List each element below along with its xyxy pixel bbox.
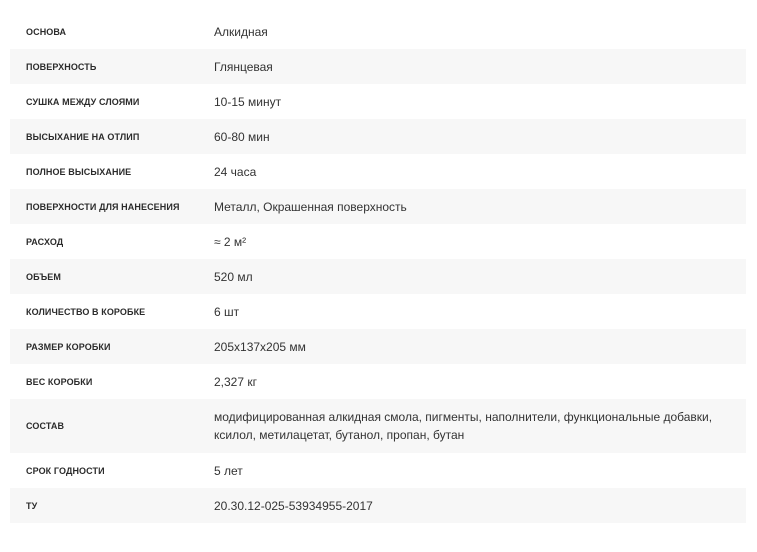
spec-label: СУШКА МЕЖДУ СЛОЯМИ bbox=[26, 96, 140, 107]
spec-row-base bbox=[10, 14, 746, 49]
spec-row-tack-free bbox=[10, 119, 746, 154]
spec-row-tu bbox=[10, 488, 746, 523]
spec-value: модифицированная алкидная смола, пигменты, наполнители, функциональные добавки, ксилол, метилацетат, бутанол, пропан, бутан bbox=[214, 410, 713, 442]
spec-label: РАСХОД bbox=[26, 236, 64, 247]
spec-value: ≈ 2 м² bbox=[214, 234, 247, 249]
spec-value: 24 часа bbox=[214, 164, 257, 179]
spec-label: ПОВЕРХНОСТЬ bbox=[26, 61, 97, 72]
spec-row-box-weight bbox=[10, 364, 746, 399]
spec-label: ОСНОВА bbox=[26, 26, 67, 37]
spec-value: Металл, Окрашенная поверхность bbox=[214, 199, 407, 214]
spec-label: ОБЪЕМ bbox=[26, 271, 61, 282]
spec-label: ПОВЕРХНОСТИ ДЛЯ НАНЕСЕНИЯ bbox=[26, 201, 180, 212]
spec-row-surface bbox=[10, 49, 746, 84]
spec-value: 20.30.12-025-53934955-2017 bbox=[214, 498, 373, 513]
spec-label: СРОК ГОДНОСТИ bbox=[26, 465, 105, 476]
spec-row-consumption bbox=[10, 224, 746, 259]
spec-value: 205x137x205 мм bbox=[214, 339, 306, 354]
spec-value: 6 шт bbox=[214, 304, 240, 319]
spec-row-box-size bbox=[10, 329, 746, 364]
spec-label: СОСТАВ bbox=[26, 421, 65, 431]
spec-value: Алкидная bbox=[214, 24, 268, 39]
spec-row-drying-between-coats bbox=[10, 84, 746, 119]
spec-label: ПОЛНОЕ ВЫСЫХАНИЕ bbox=[26, 166, 132, 177]
spec-row-volume bbox=[10, 259, 746, 294]
spec-label: РАЗМЕР КОРОБКИ bbox=[26, 341, 111, 352]
spec-row-shelf-life bbox=[10, 453, 746, 488]
spec-row-composition bbox=[10, 399, 746, 453]
specifications-table bbox=[10, 14, 746, 523]
spec-value: 60-80 мин bbox=[214, 129, 270, 144]
spec-value: Глянцевая bbox=[214, 59, 273, 74]
spec-label: КОЛИЧЕСТВО В КОРОБКЕ bbox=[26, 306, 146, 317]
spec-label: ВЕС КОРОБКИ bbox=[26, 376, 93, 387]
spec-value: 10-15 минут bbox=[214, 94, 282, 109]
spec-label: ТУ bbox=[26, 500, 38, 511]
spec-value: 5 лет bbox=[214, 463, 243, 478]
spec-row-full-dry bbox=[10, 154, 746, 189]
spec-value: 2,327 кг bbox=[214, 374, 257, 389]
spec-value: 520 мл bbox=[214, 269, 253, 284]
spec-row-application-surfaces bbox=[10, 189, 746, 224]
spec-row-quantity-per-box bbox=[10, 294, 746, 329]
spec-label: ВЫСЫХАНИЕ НА ОТЛИП bbox=[26, 131, 140, 142]
